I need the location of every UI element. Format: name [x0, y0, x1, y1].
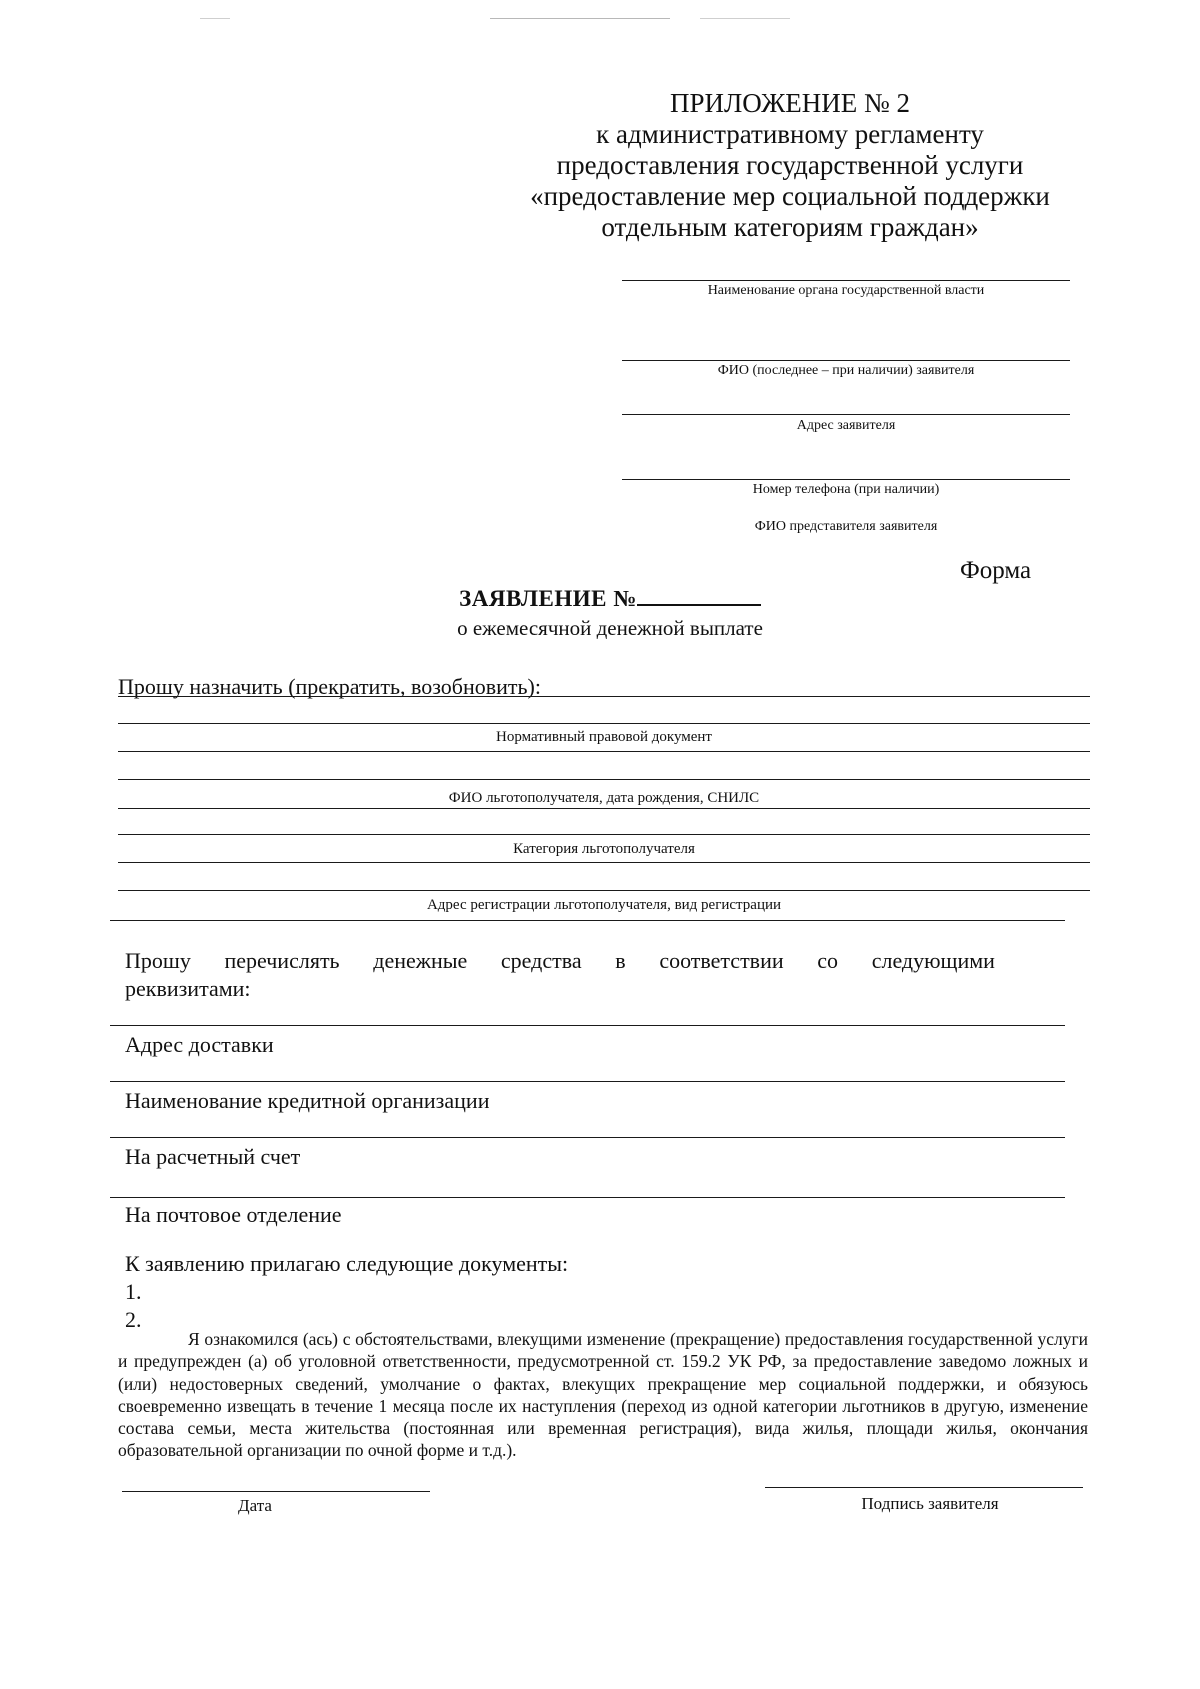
address-field[interactable] — [622, 414, 1070, 415]
scan-artifact — [700, 18, 790, 19]
phone-caption: Номер телефона (при наличии) — [752, 482, 940, 497]
account-field[interactable] — [110, 1197, 1065, 1198]
authority-caption: Наименование органа государственной власти — [707, 283, 985, 298]
legal-document-field[interactable] — [118, 723, 1090, 724]
transfer-word: Прошу — [125, 948, 191, 973]
attachments-heading: К заявлению прилагаю следующие документы: — [125, 1251, 569, 1276]
delivery-address-field[interactable] — [110, 1081, 1065, 1082]
requisites-line[interactable] — [110, 1025, 1065, 1026]
attachments — [125, 1250, 568, 1334]
transfer-line-2: реквизитами: — [125, 976, 251, 1001]
transfer-word: следующими — [871, 948, 995, 973]
application-title-text: ЗАЯВЛЕНИЕ № — [459, 586, 637, 611]
appendix-number: ПРИЛОЖЕНИЕ № 2 — [669, 88, 911, 118]
scan-artifact — [490, 18, 670, 19]
credit-org-field[interactable] — [110, 1137, 1065, 1138]
legal-document-caption: Нормативный правовой документ — [496, 729, 712, 745]
transfer-line-1 — [125, 947, 995, 975]
beneficiary-caption: ФИО льготополучателя, дата рождения, СНИЛС — [448, 790, 760, 806]
registration-caption: Адрес регистрации льготополучателя, вид регистрации — [426, 897, 782, 913]
appendix-line: отдельным категориям граждан» — [601, 212, 979, 242]
phone-field[interactable] — [622, 479, 1070, 480]
attachment-item: 2. — [125, 1307, 142, 1332]
category-field[interactable] — [118, 834, 1090, 835]
form-rule — [118, 808, 1090, 809]
form-label: Форма — [960, 557, 1032, 584]
applicant-name-caption: ФИО (последнее – при наличии) заявителя — [717, 363, 975, 378]
transfer-text — [125, 947, 995, 1003]
request-line[interactable] — [118, 696, 1090, 697]
post-office-label: На почтовое отделение — [125, 1202, 342, 1227]
signature-label: Подпись заявителя — [861, 1494, 999, 1513]
form-rule — [110, 920, 1065, 921]
authority-field[interactable] — [622, 280, 1070, 281]
category-caption: Категория льготополучателя — [513, 841, 695, 857]
application-subtitle: о ежемесячной денежной выплате — [457, 616, 763, 640]
transfer-word: соответствии — [659, 948, 784, 973]
application-number-field[interactable] — [637, 586, 761, 606]
delivery-address-label: Адрес доставки — [125, 1032, 274, 1057]
appendix-line: «предоставление мер социальной поддержки — [530, 181, 1050, 211]
account-label: На расчетный счет — [125, 1144, 301, 1169]
scan-artifact — [200, 18, 230, 19]
appendix-header — [480, 88, 1100, 243]
transfer-word: денежные — [373, 948, 468, 973]
applicant-name-field[interactable] — [622, 360, 1070, 361]
application-title — [330, 586, 890, 612]
form-rule — [118, 751, 1090, 752]
date-field[interactable] — [122, 1491, 430, 1492]
attachment-item: 1. — [125, 1279, 142, 1304]
request-text: Прошу назначить (прекратить, возобновить): — [118, 674, 541, 699]
appendix-line: предоставления государственной услуги — [556, 150, 1024, 180]
address-caption: Адрес заявителя — [796, 418, 896, 433]
date-label: Дата — [238, 1496, 272, 1515]
transfer-word: перечислять — [224, 948, 340, 973]
declaration-paragraph: Я ознакомился (ась) с обстоятельствами, влекущими изменение (прекращение) предоставления государственной услуги и предупрежден (а) об уголовной ответственности, предусмотренной ст. 159.2 УК РФ, за предоставление заведомо ложных и (или) недостоверных сведений, умолчание о фактах, влекущих прекращение мер социальной поддержки, и обязуюсь своевременно извещать в течение 1 месяца после их наступления (переход из одной категории льготников в другую, изменение состава семьи, места жительства (постоянная или временная регистрация), вида жилья, площади жилья, окончания образовательной организации по очной форме и т.д.). — [118, 1329, 1088, 1461]
transfer-word: со — [817, 948, 839, 973]
transfer-word: средства — [500, 948, 582, 973]
representative-caption: ФИО представителя заявителя — [754, 519, 938, 534]
transfer-word: в — [615, 948, 626, 973]
registration-field[interactable] — [118, 890, 1090, 891]
beneficiary-field[interactable] — [118, 779, 1090, 780]
appendix-line: к административному регламенту — [596, 119, 984, 149]
credit-org-label: Наименование кредитной организации — [125, 1088, 490, 1113]
signature-field[interactable] — [765, 1487, 1083, 1488]
form-rule — [118, 862, 1090, 863]
